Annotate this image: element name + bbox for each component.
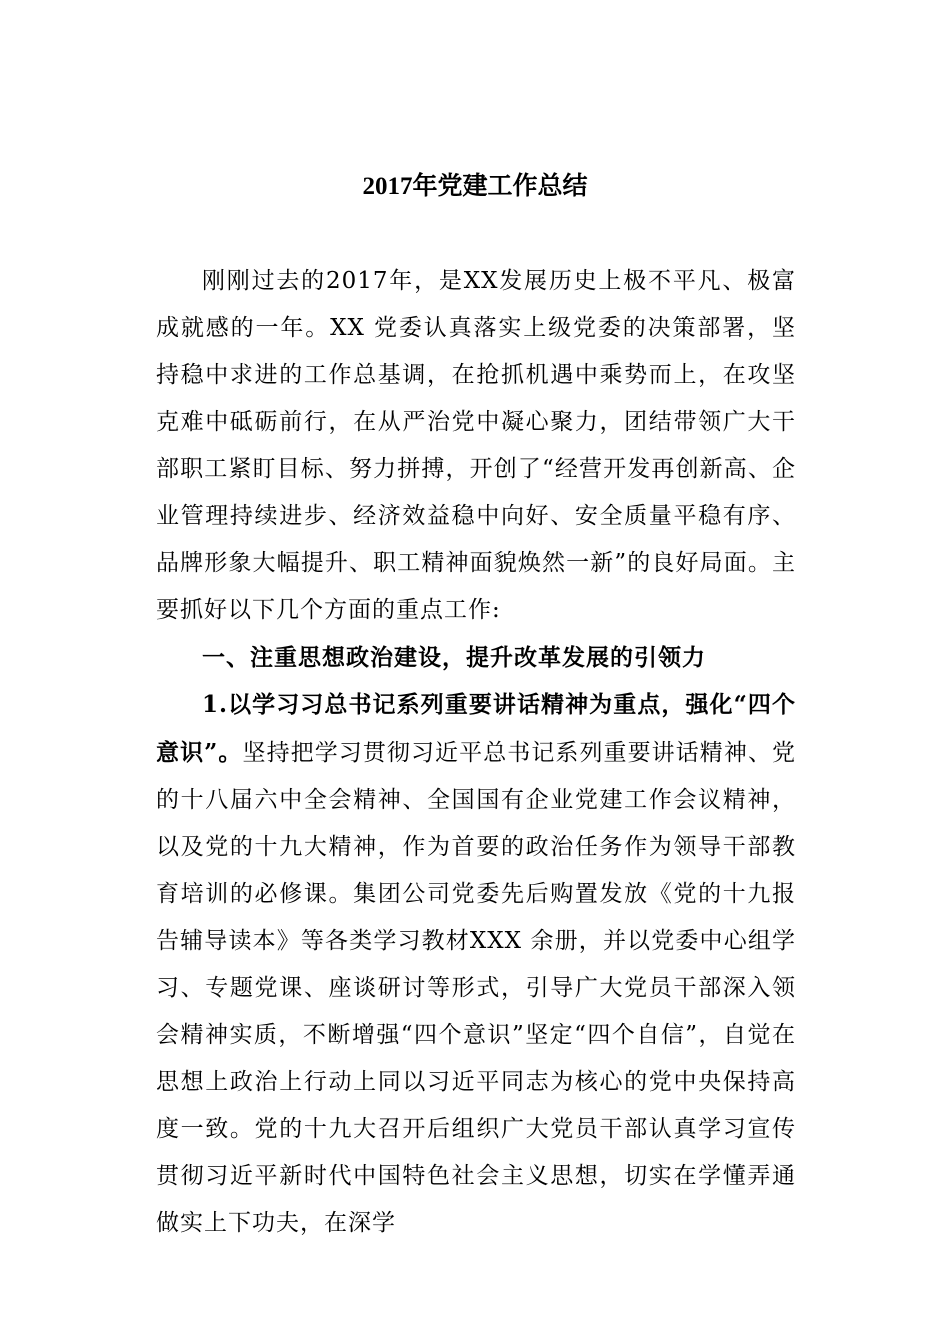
subsection-body: 坚持把学习贯彻习近平总书记系列重要讲话精神、党的十八届六中全会精神、全国国有企业党建工作会议精神，以及党的十九大精神，作为首要的政治任务作为领导干部教育培训的必修课。集团公司党委先后购置发放《党的十九报告辅导读本》等各类学习教材XXX 余册，并以党委中心组学习、专题党课、座谈研讨等形式，引导广大党员干部深入领会精神实质，不断增强“四个意识”坚定“四个自信”，自觉在思想上政治上行动上同以习近平同志为核心的党中央保持高度一致。党的十九大召开后组织广大党员干部认真学习宣传贯彻习近平新时代中国特色社会主义思想，切实在学懂弄通做实上下功夫，在深学 [156,740,797,1236]
section-heading: 一、注重思想政治建设，提升改革发展的引领力 [202,644,706,671]
document-title: 2017年党建工作总结 [362,173,588,200]
document-body [156,258,796,1247]
intro-paragraph: 刚刚过去的2017年，是XX发展历史上极不平凡、极富成就感的一年。XX 党委认真落实上级党委的决策部署，坚持稳中求进的工作总基调，在抢抓机遇中乘势而上，在攻坚克难中砥砺前行，在从严治党中凝心聚力，团结带领广大干部职工紧盯目标、努力拼搏，开创了“经营开发再创新高、企业管理持续进步、经济效益稳中向好、安全质量平稳有序、品牌形象大幅提升、职工精神面貌焕然一新”的良好局面。主要抓好以下几个方面的重点工作: [156,268,796,623]
subsection-paragraph [156,681,796,1247]
subsection-lead: 1.以学习习总书记系列重要讲话精神为重点，强化“四个意识”。 [156,691,796,766]
